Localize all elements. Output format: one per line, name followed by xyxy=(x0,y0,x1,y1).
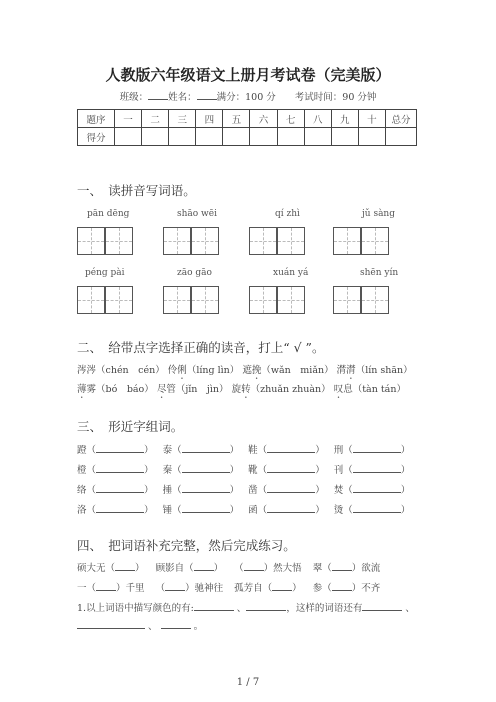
answer-blank[interactable] xyxy=(244,562,264,571)
reading-line-2 xyxy=(77,381,406,401)
header-cell: 一 xyxy=(115,110,142,128)
writing-cell[interactable] xyxy=(333,227,361,255)
header-cell: 三 xyxy=(169,110,196,128)
pinyin-2: shāo wēi xyxy=(177,209,217,219)
answer-blank[interactable] xyxy=(96,444,144,453)
char-row-3: 络（ ） 捶（ ） 凿（ ） 焚（ ） xyxy=(77,485,411,496)
writing-cell[interactable] xyxy=(77,286,105,314)
score-cell[interactable] xyxy=(169,128,196,146)
answer-blank[interactable] xyxy=(96,464,144,473)
reading-item[interactable]: 叹息（tàn tán） xyxy=(333,384,406,395)
section-3-title: 三、 形近字组词。 xyxy=(77,419,184,434)
pinyin-5: péng pài xyxy=(85,268,125,278)
writing-cell[interactable] xyxy=(105,286,133,314)
answer-blank[interactable] xyxy=(115,562,135,571)
pinyin-8: shēn yín xyxy=(360,268,399,278)
answer-blank[interactable] xyxy=(77,620,145,629)
reading-item[interactable]: 尽管（jǐn jìn） xyxy=(156,384,229,395)
answer-blank[interactable] xyxy=(353,464,401,473)
writing-cell[interactable] xyxy=(163,286,191,314)
answer-blank[interactable] xyxy=(353,484,401,493)
answer-blank[interactable] xyxy=(96,504,144,513)
score-cell[interactable] xyxy=(196,128,223,146)
score-cell[interactable] xyxy=(115,128,142,146)
question-1-line-2: 、 。 xyxy=(77,618,203,632)
score-cell[interactable] xyxy=(358,128,385,146)
score-header-row xyxy=(78,110,417,128)
score-cell[interactable] xyxy=(250,128,277,146)
page-title: 人教版六年级语文上册月考试卷（完美版） xyxy=(105,66,391,84)
answer-blank[interactable] xyxy=(353,444,401,453)
header-cell: 六 xyxy=(250,110,277,128)
header-cell: 总分 xyxy=(386,110,417,128)
pinyin-4: jǔ sàng xyxy=(362,209,395,219)
name-blank xyxy=(197,90,217,100)
answer-blank[interactable] xyxy=(182,504,230,513)
page-number: 1 / 7 xyxy=(236,677,260,688)
reading-item[interactable]: 潸潸（lín shān） xyxy=(336,365,413,376)
score-cell[interactable] xyxy=(277,128,304,146)
header-cell: 题序 xyxy=(78,110,115,128)
section-4-title: 四、 把词语补充完整，然后完成练习。 xyxy=(77,538,296,553)
score-table xyxy=(77,109,417,146)
answer-blank[interactable] xyxy=(267,464,315,473)
question-1-line: 1.以上词语中描写颜色的有: 、 ，这样的词语还有 、 xyxy=(77,603,415,614)
writing-cell[interactable] xyxy=(361,286,389,314)
score-cell[interactable] xyxy=(223,128,250,146)
idiom-line-1: 硕大无（ ） 顾影自（ ） （ ）然大悟 翠（ ）欲流 xyxy=(77,563,381,574)
section-2-title: 二、 给带点字选择正确的读音，打上“ √ ”。 xyxy=(77,340,325,355)
answer-blank[interactable] xyxy=(194,562,214,571)
time-label: 考试时间：90 分钟 xyxy=(294,92,377,103)
writing-cell[interactable] xyxy=(277,227,305,255)
answer-blank[interactable] xyxy=(267,484,315,493)
answer-blank[interactable] xyxy=(267,444,315,453)
reading-line-1 xyxy=(77,362,413,382)
answer-blank[interactable] xyxy=(194,602,234,611)
name-label: 姓名： xyxy=(168,92,197,103)
reading-item[interactable]: 伶俐（líng lìn） xyxy=(167,365,240,376)
answer-blank[interactable] xyxy=(96,484,144,493)
header-cell: 二 xyxy=(142,110,169,128)
writing-cell[interactable] xyxy=(333,286,361,314)
header-cell: 八 xyxy=(304,110,331,128)
char-row-1: 蹬（ ） 泰（ ） 鞋（ ） 刑（ ） xyxy=(77,445,411,456)
exam-info xyxy=(0,89,496,103)
reading-item[interactable]: 遮挽（wǎn miǎn） xyxy=(242,365,334,376)
pinyin-1: pān dēng xyxy=(87,209,130,219)
score-label: 满分：100 分 xyxy=(216,92,276,103)
answer-blank[interactable] xyxy=(353,504,401,513)
writing-cell[interactable] xyxy=(105,227,133,255)
pinyin-3: qí zhì xyxy=(275,209,300,219)
writing-cell[interactable] xyxy=(77,227,105,255)
answer-blank[interactable] xyxy=(96,582,116,591)
idiom-line-2: 一（ ）千里 （ ）驰神往 孤芳自（ ） 参（ ）不齐 xyxy=(77,583,381,594)
reading-item[interactable]: 涔涔（chén cén） xyxy=(77,365,165,376)
answer-blank[interactable] xyxy=(246,602,286,611)
writing-cell[interactable] xyxy=(361,227,389,255)
writing-cell[interactable] xyxy=(191,227,219,255)
answer-blank[interactable] xyxy=(182,444,230,453)
answer-blank[interactable] xyxy=(272,582,292,591)
writing-cell[interactable] xyxy=(249,227,277,255)
header-cell: 五 xyxy=(223,110,250,128)
reading-item[interactable]: 薄雾（bó báo） xyxy=(77,384,154,395)
header-cell: 九 xyxy=(331,110,358,128)
answer-blank[interactable] xyxy=(182,464,230,473)
answer-blank[interactable] xyxy=(182,484,230,493)
header-cell: 四 xyxy=(196,110,223,128)
score-row-label: 得分 xyxy=(78,128,115,146)
answer-blank[interactable] xyxy=(362,602,402,611)
answer-blank[interactable] xyxy=(161,620,191,629)
score-cell[interactable] xyxy=(386,128,417,146)
writing-cell[interactable] xyxy=(277,286,305,314)
score-cell[interactable] xyxy=(142,128,169,146)
score-cell[interactable] xyxy=(304,128,331,146)
header-cell: 十 xyxy=(358,110,385,128)
answer-blank[interactable] xyxy=(267,504,315,513)
class-blank xyxy=(148,90,168,100)
answer-blank[interactable] xyxy=(165,582,185,591)
writing-cell[interactable] xyxy=(163,227,191,255)
answer-blank[interactable] xyxy=(332,582,352,591)
writing-cell[interactable] xyxy=(191,286,219,314)
score-value-row xyxy=(78,128,417,146)
char-row-2: 橙（ ） 秦（ ） 靴（ ） 刊（ ） xyxy=(77,465,411,476)
pinyin-6: zāo gāo xyxy=(177,268,212,278)
score-cell[interactable] xyxy=(331,128,358,146)
pinyin-7: xuán yá xyxy=(273,268,309,278)
header-cell: 七 xyxy=(277,110,304,128)
answer-blank[interactable] xyxy=(332,562,352,571)
section-1-title: 一、 读拼音写词语。 xyxy=(77,183,196,198)
writing-cell[interactable] xyxy=(249,286,277,314)
reading-item[interactable]: 旋转（zhuǎn zhuàn） xyxy=(231,384,331,395)
char-row-4: 洛（ ） 锤（ ） 函（ ） 烫（ ） xyxy=(77,505,411,516)
class-label: 班级： xyxy=(119,92,149,103)
